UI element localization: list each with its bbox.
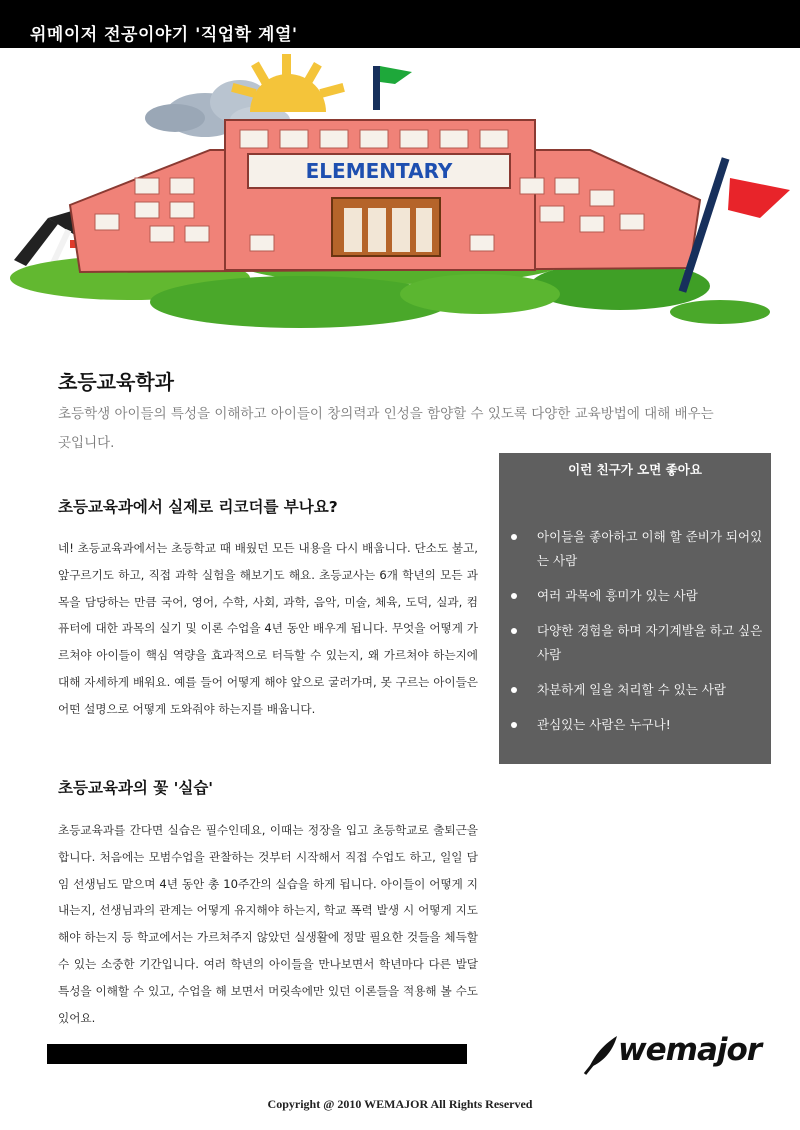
- footer-divider-bar: [47, 1044, 467, 1064]
- list-item: [511, 525, 763, 573]
- leaf-icon: [583, 1028, 619, 1076]
- recommended-student-box: [499, 453, 771, 764]
- logo-text: wemajor: [618, 1032, 762, 1068]
- bullet-icon: [511, 628, 517, 634]
- school-sign-text: ELEMENTARY: [305, 159, 453, 183]
- section-body-practicum: 초등교육과를 간다면 실습은 필수인데요, 이때는 정장을 입고 초등학교로 출퇴근을 합니다. 처음에는 모범수업을 관찰하는 것부터 시작해서 직접 수업도 하고, 일일 담임 선생님도 맡으며 4년 동안 총 10주간의 실습을 하게 됩니다. 아이들이 어떻게 지내는지, 선생님과의 관계는 어떻게 유지해야 하는지, 학교 폭력 발생 시 어떻게 지도해야 하는지 등 학교에서는 가르쳐주지 않았던 실생활에 정말 필요한 것들을 체득할 수 있는 소중한 기간입니다. 여러 학년의 아이들을 만나보면서 학년마다 다른 발달 특성을 이해할 수 있고, 수업을 해 보면서 머릿속에만 있던 이론들을 적용해 볼 수도 있어요.: [58, 823, 478, 1025]
- intro-text: 초등학생 아이들의 특성을 이해하고 아이들이 창의력과 인성을 함양할 수 있도록 다양한 교육방법에 대해 배우는 곳입니다.: [58, 406, 714, 451]
- page-title: 초등교육학과: [58, 370, 174, 394]
- list-item-text: 관심있는 사람은 누구나!: [537, 717, 671, 732]
- list-item-text: 여러 과목에 흥미가 있는 사람: [537, 588, 698, 603]
- bullet-icon: [511, 722, 517, 728]
- list-item-text: 다양한 경험을 하며 자기계발을 하고 싶은 사람: [537, 623, 763, 662]
- section-heading-practicum: 초등교육과의 꽃 '실습': [58, 779, 214, 797]
- school-building: [70, 120, 700, 272]
- recommended-traits-list: [511, 525, 763, 748]
- bullet-icon: [511, 534, 517, 540]
- section-heading-recorder: 초등교육과에서 실제로 리코더를 부나요?: [58, 498, 338, 516]
- bullet-icon: [511, 593, 517, 599]
- list-item: [511, 713, 763, 737]
- top-header-bar: [0, 0, 800, 48]
- list-item: [511, 619, 763, 667]
- wemajor-logo: [583, 1028, 763, 1076]
- list-item-text: 차분하게 일을 처리할 수 있는 사람: [537, 682, 726, 697]
- section-body-recorder: 네! 초등교육과에서는 초등학교 때 배웠던 모든 내용을 다시 배웁니다. 단소도 불고, 앞구르기도 하고, 직접 과학 실험을 해보기도 해요. 초등교사는 6개 학년의 모든 과목을 담당하는 만큼 국어, 영어, 수학, 사회, 과학, 음악, 미술, 체육, 도덕, 실과, 컴퓨터에 대한 과목의 실기 및 이론 수업을 4년 동안 배우게 됩니다. 무엇을 어떻게 가르쳐야 아이들이 핵심 역량을 효과적으로 터득할 수 있는지, 왜 가르쳐야 하는지에 대해 자세하게 배워요. 예를 들어 어떻게 해야 앞으로 굴러가며, 못 구르는 아이들은 어떤 설명으로 어떻게 도와줘야 하는지를 배웁니다.: [58, 541, 478, 716]
- list-item: [511, 678, 763, 702]
- list-item: [511, 584, 763, 608]
- bullet-icon: [511, 687, 517, 693]
- copyright-text: Copyright @ 2010 WEMAJOR All Rights Reserved: [267, 1097, 533, 1111]
- sidebox-title: 이런 친구가 오면 좋아요: [568, 462, 702, 477]
- green-flag: [373, 66, 412, 110]
- header-title: 위메이저 전공이야기 '직업학 계열': [30, 25, 298, 45]
- list-item-text: 아이들을 좋아하고 이해 할 준비가 되어있는 사람: [537, 529, 763, 568]
- elementary-school-illustration: [0, 50, 800, 328]
